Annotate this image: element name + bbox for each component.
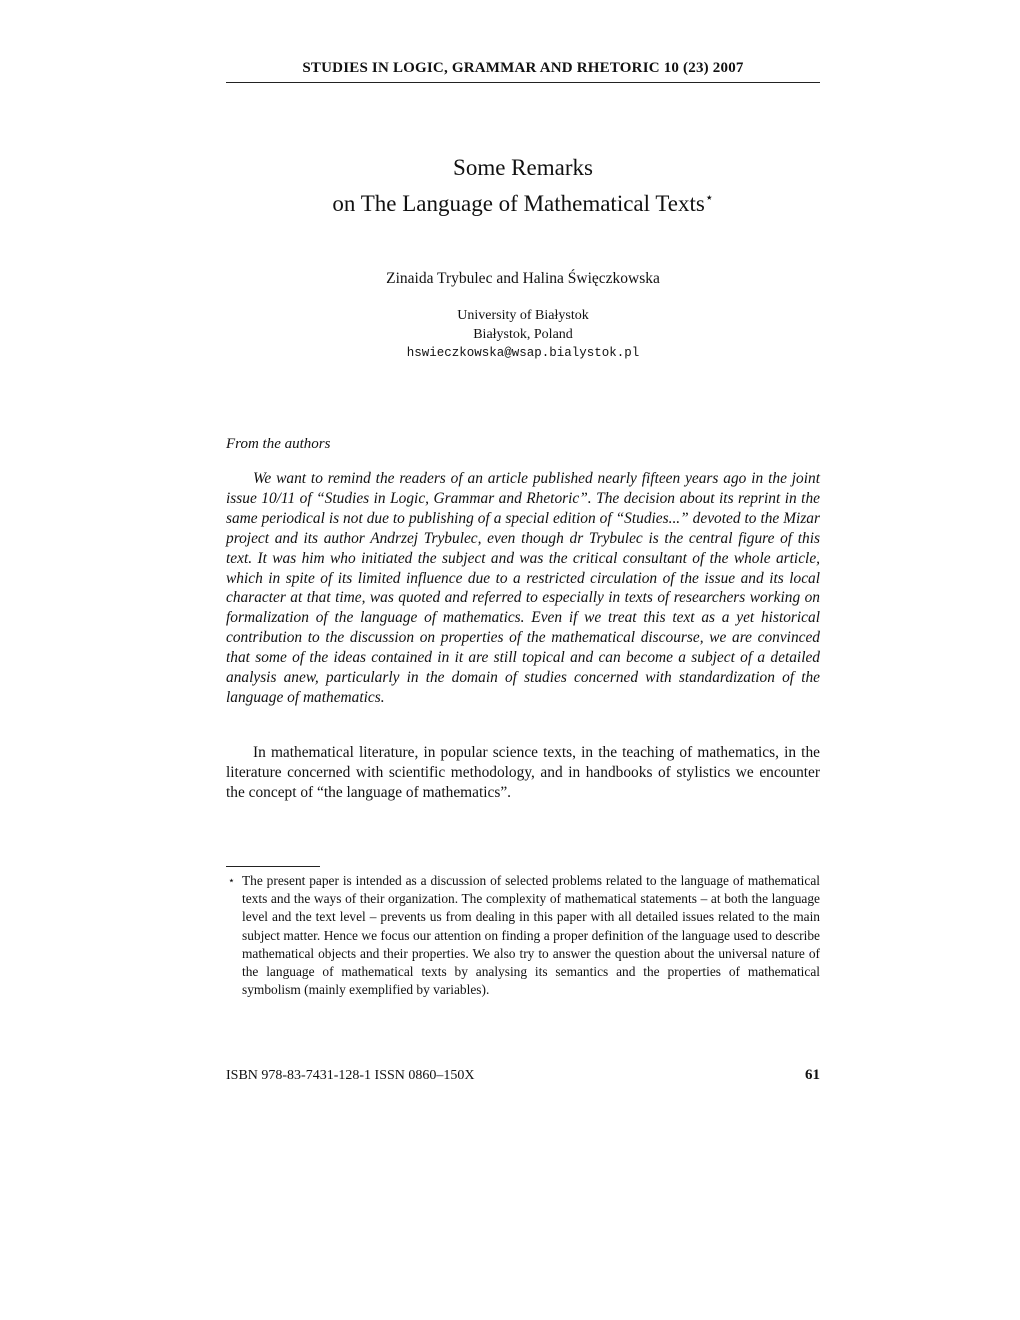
journal-header: STUDIES IN LOGIC, GRAMMAR AND RHETORIC 10 (23) 2007	[302, 60, 744, 76]
title-line-2-text: on The Language of Mathematical Texts	[332, 191, 705, 216]
body-paragraph-1: In mathematical literature, in popular science texts, in the teaching of mathematics, in the literature concerned with scientific methodology, and in handbooks of stylistics we encounter the concept of “the language of mathematics”.	[226, 744, 820, 801]
from-authors-paragraph: We want to remind the readers of an article published nearly fifteen years ago in the joint issue 10/11 of “Studies in Logic, Grammar and Rhetoric”. The decision about its reprint in the same periodical is not due to publishing of a special edition of “Studies...” devoted to the Mizar project and its author Andrzej Trybulec, even though dr Trybulec is the central figure of this text. It was him who initiated the subject and was the critical consultant of the whole article, which in spite of its limited influence due to a restricted circulation of the issue and its local character at that time, was quoted and referred to especially in texts of researchers working on formalization of the language of mathematics. Even if we treat this text as a yet historical contribution to the discussion on properties of the mathematical discourse, we are convinced that some of the ideas contained in it are still topical and can become a subject of a detailed analysis anew, particularly in the domain of studies concerned with standardization of the language of mathematics.	[226, 470, 820, 706]
paper-page	[226, 0, 820, 1320]
title-footnote-mark[interactable]: ⋆	[704, 191, 714, 206]
affiliation-city: Białystok, Poland	[473, 327, 573, 342]
title-line-2	[226, 183, 820, 219]
footnote-rule	[226, 866, 320, 867]
header-rule	[226, 82, 820, 83]
page-number: 61	[805, 1067, 820, 1083]
footnote-text: The present paper is intended as a discussion of selected problems related to the language of mathematical texts and the ways of their organization. The complexity of mathematical statements – at both the language level and the text level – prevents us from dealing in this paper with all detailed issues related to the main subject matter. Hence we focus our attention on finding a proper definition of the language used to describe mathematical objects and their properties. We also try to answer the question about the universal nature of the language of mathematical texts by analysing its semantics and the properties of mathematical symbolism (mainly exemplified by variables).	[242, 873, 820, 998]
authors: Zinaida Trybulec and Halina Święczkowska	[386, 270, 660, 287]
author-email[interactable]: hswieczkowska@wsap.bialystok.pl	[406, 346, 640, 360]
footnote-mark: ⋆	[228, 875, 235, 887]
affiliation	[226, 306, 820, 363]
title-line-1: Some Remarks	[453, 155, 593, 180]
footnote	[226, 872, 820, 999]
isbn-issn: ISBN 978-83-7431-128-1 ISSN 0860–150X	[226, 1068, 475, 1083]
paper-title	[226, 152, 820, 219]
from-authors-label: From the authors	[226, 436, 331, 452]
affiliation-university: University of Białystok	[457, 308, 589, 323]
